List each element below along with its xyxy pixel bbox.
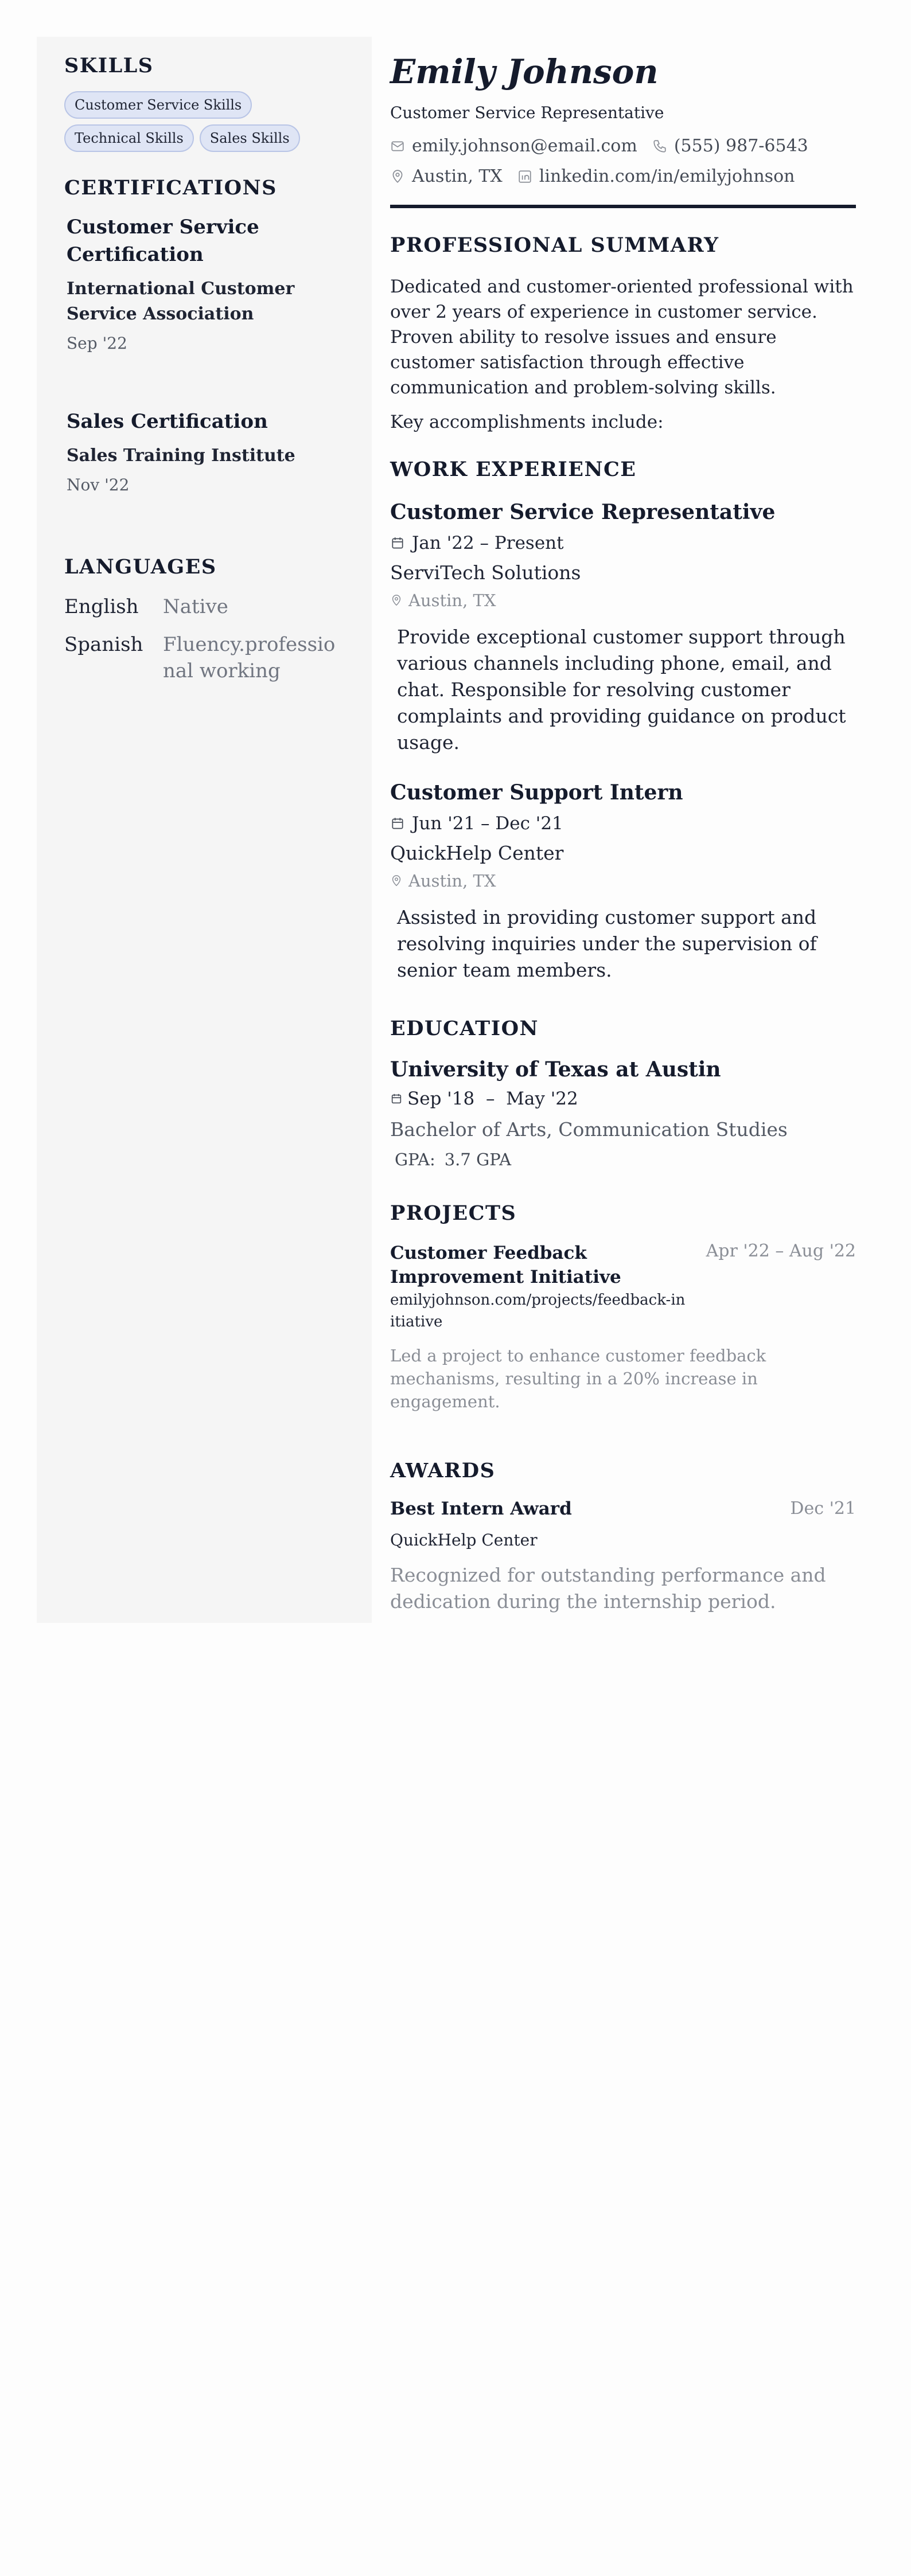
- location-pin-icon: [390, 875, 403, 887]
- contact-row: [390, 166, 856, 186]
- education-dates-text: Sep '18 – May '22: [407, 1088, 578, 1109]
- awards-heading: AWARDS: [390, 1459, 496, 1482]
- job-title: Customer Service Representative: [390, 500, 776, 524]
- project-title-block: [390, 1241, 688, 1333]
- summary-heading: PROFESSIONAL SUMMARY: [390, 233, 719, 257]
- location-pin-icon: [390, 169, 405, 184]
- languages-heading: LANGUAGES: [64, 555, 217, 579]
- sidebar: [37, 37, 372, 1623]
- school-name: University of Texas at Austin: [390, 1057, 721, 1082]
- skill-chip: Sales Skills: [200, 124, 300, 152]
- project-description: Led a project to enhance customer feedback mechanisms, resulting in a 20% increase in engagement.: [390, 1346, 766, 1411]
- projects-heading: PROJECTS: [390, 1201, 517, 1225]
- projects-section: [390, 1201, 856, 1413]
- calendar-icon: [390, 536, 405, 551]
- work-section: [390, 458, 856, 983]
- job-dates-text: Jan '22 – Present: [412, 533, 564, 553]
- skills-heading: SKILLS: [64, 54, 154, 77]
- summary-section: [390, 233, 856, 435]
- job-location-text: Austin, TX: [408, 871, 496, 891]
- job-company: QuickHelp Center: [390, 842, 564, 864]
- project-link[interactable]: emilyjohnson.com/projects/feedback-initiative: [390, 1291, 686, 1330]
- skill-chip: Customer Service Skills: [64, 91, 252, 119]
- location-pin-icon: [390, 594, 403, 607]
- award-issuer: QuickHelp Center: [390, 1531, 538, 1549]
- job-dates: [390, 813, 856, 834]
- job-dates: [390, 533, 856, 553]
- phone-text: (555) 987-6543: [673, 136, 808, 156]
- job-item: [390, 779, 856, 983]
- gpa-value: 3.7 GPA: [444, 1150, 512, 1169]
- language-level: Native: [163, 595, 228, 618]
- linkedin-contact[interactable]: [517, 166, 795, 186]
- award-description: Recognized for outstanding performance and dedication during the internship period.: [390, 1564, 826, 1613]
- mail-icon: [390, 139, 405, 154]
- job-dates-text: Jun '21 – Dec '21: [412, 813, 563, 834]
- skills-list: [64, 91, 334, 152]
- contact-row: [390, 136, 856, 156]
- skill-chip: Technical Skills: [64, 124, 194, 152]
- phone-contact[interactable]: [652, 136, 808, 156]
- email-contact[interactable]: [390, 136, 637, 156]
- job-description: Provide exceptional customer support through various channels including phone, email, and chat. Responsible for resolving customer complaints and providing guidance on product usage.: [397, 626, 846, 754]
- project-dates: Apr '22 – Aug '22: [706, 1241, 856, 1261]
- certification-date: Nov '22: [67, 475, 130, 494]
- project-title: Customer Feedback Improvement Initiative: [390, 1243, 621, 1287]
- language-name: English: [64, 595, 139, 618]
- job-description: Assisted in providing customer support and resolving inquiries under the supervision of senior team members.: [397, 906, 817, 981]
- header-divider: [390, 205, 856, 208]
- certification-issuer: Sales Training Institute: [67, 446, 295, 466]
- award-header: [390, 1498, 856, 1519]
- degree: Bachelor of Arts, Communication Studies: [390, 1118, 788, 1141]
- education-dates: [390, 1088, 856, 1109]
- calendar-icon: [390, 816, 405, 831]
- language-row: [64, 594, 344, 620]
- languages-section: [64, 555, 344, 684]
- email-text: emily.johnson@email.com: [412, 136, 637, 156]
- summary-text: Dedicated and customer-oriented professional with over 2 years of experience in customer service. Proven ability to resolve issues and ensure customer satisfaction through effective communication and problem-solving skills.: [390, 276, 854, 398]
- certification-title: Customer Service Certification: [67, 216, 259, 266]
- main-content: [390, 52, 856, 1615]
- job-location-text: Austin, TX: [408, 591, 496, 610]
- language-row: [64, 631, 344, 684]
- location-contact: [390, 166, 503, 186]
- certification-title: Sales Certification: [67, 410, 268, 433]
- location-text: Austin, TX: [412, 166, 503, 186]
- phone-icon: [652, 139, 667, 154]
- summary-extra: Key accomplishments include:: [390, 412, 664, 432]
- certifications-section: [64, 176, 344, 494]
- certification-item: [67, 213, 344, 353]
- job-location: [390, 591, 856, 610]
- job-location: [390, 871, 856, 891]
- linkedin-icon: [517, 169, 532, 184]
- job-title: Customer Support Intern: [390, 780, 683, 805]
- calendar-icon: [390, 1092, 403, 1105]
- language-name: Spanish: [64, 633, 143, 656]
- education-section: [390, 1017, 856, 1169]
- gpa: [390, 1150, 856, 1169]
- candidate-name: Emily Johnson: [390, 52, 659, 91]
- job-item: [390, 498, 856, 756]
- certification-issuer: International Customer Service Association: [67, 279, 295, 324]
- certification-item: [67, 408, 344, 494]
- award-date: Dec '21: [790, 1498, 856, 1519]
- awards-section: [390, 1459, 856, 1615]
- project-header: [390, 1241, 856, 1333]
- award-title: Best Intern Award: [390, 1498, 572, 1519]
- certification-date: Sep '22: [67, 334, 127, 353]
- job-company: ServiTech Solutions: [390, 561, 581, 584]
- education-heading: EDUCATION: [390, 1017, 539, 1040]
- linkedin-text: linkedin.com/in/emilyjohnson: [539, 166, 795, 186]
- language-level: Fluency.professional working: [163, 633, 336, 682]
- gpa-label: GPA:: [395, 1150, 435, 1169]
- certifications-heading: CERTIFICATIONS: [64, 176, 277, 200]
- work-heading: WORK EXPERIENCE: [390, 458, 637, 481]
- candidate-role: Customer Service Representative: [390, 103, 664, 122]
